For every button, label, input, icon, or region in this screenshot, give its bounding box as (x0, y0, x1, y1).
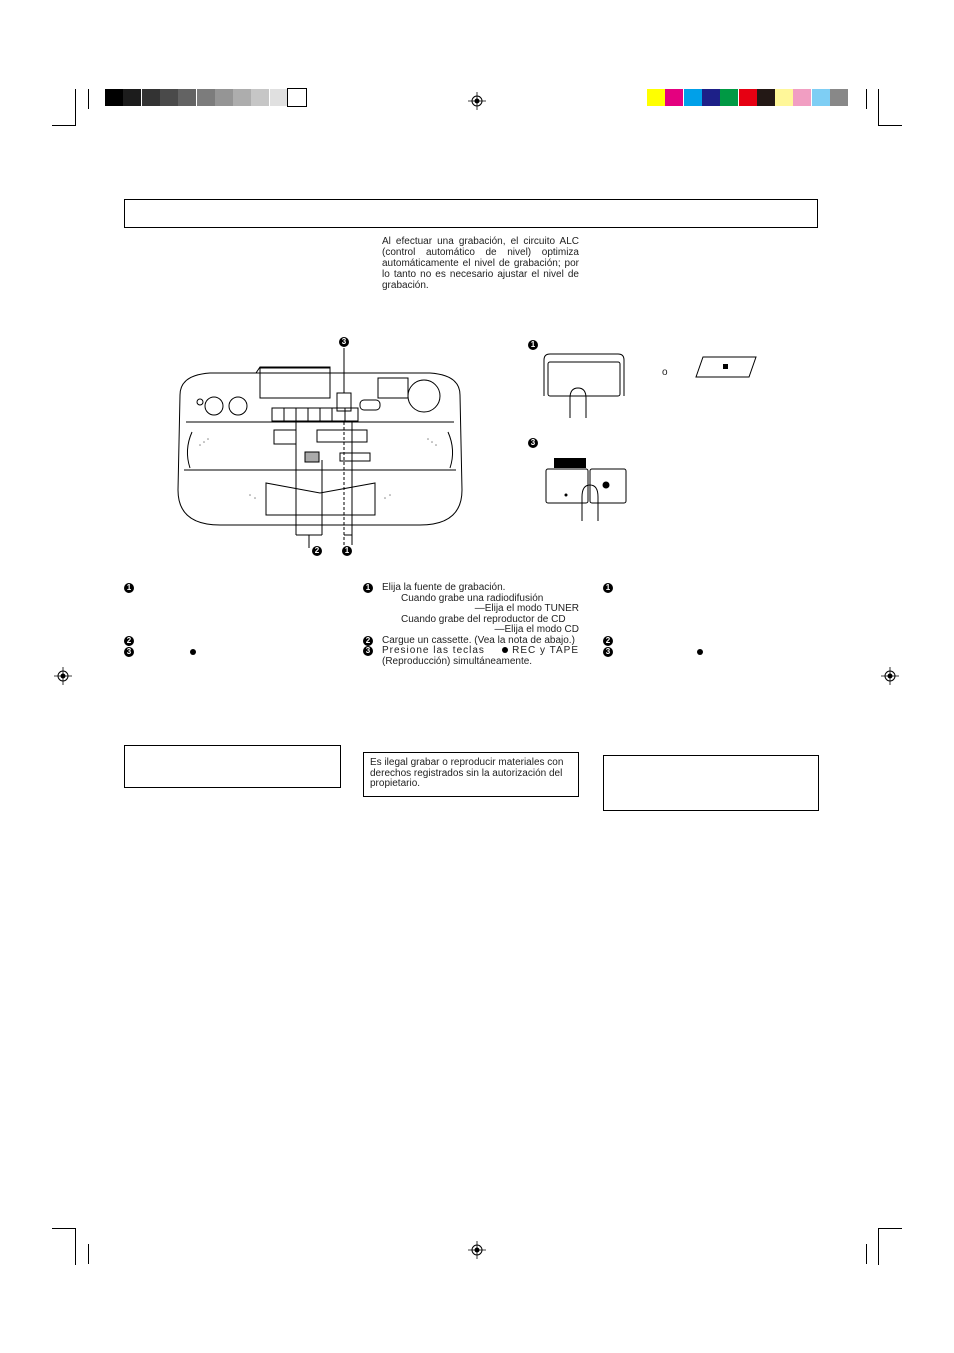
callout-2-bottom: 2 (312, 546, 322, 556)
step-1 (363, 583, 579, 636)
calibration-swatch (647, 89, 665, 106)
step-3-text-a: Presione las teclas (382, 645, 485, 656)
right-col-num-2: 2 (603, 636, 613, 646)
stop-button-icon (695, 356, 757, 378)
right-col-num-1: 1 (603, 583, 613, 593)
calibration-swatch (793, 89, 811, 106)
right-note-box (603, 755, 819, 811)
boombox-illustration (170, 330, 470, 565)
calibration-swatch (720, 89, 738, 106)
callout-1-bottom: 1 (342, 546, 352, 556)
rec-tape-buttons-illustration (544, 455, 628, 521)
left-col-num-2: 2 (124, 636, 134, 646)
calibration-swatch (812, 89, 830, 106)
calibration-swatch (142, 89, 160, 106)
registration-mark-top (468, 92, 486, 110)
step-1-cd-line: Cuando grabe del reproductor de CD (401, 613, 566, 625)
calibration-swatch (123, 89, 141, 106)
step-1-number: 1 (363, 583, 373, 593)
registration-mark-bottom (468, 1241, 486, 1259)
calibration-swatch (775, 89, 793, 106)
copyright-notice: Es ilegal grabar o reproducir materiales con derechos registrados sin la autorización del propietario. (363, 752, 579, 797)
section-header-box (124, 199, 818, 228)
calibration-swatch (178, 89, 196, 106)
calibration-swatch (830, 89, 848, 106)
calibration-swatch (160, 89, 178, 106)
step-2-text: Cargue un cassette. (Vea la nota de abajo.) (382, 634, 575, 646)
step-3-text-b: REC y TAPE (512, 645, 579, 656)
left-col-num-3: 3 (124, 647, 134, 657)
step-1-title: Elija la fuente de grabación. (382, 582, 506, 593)
source-button-illustration (540, 350, 630, 420)
calibration-swatch (702, 89, 720, 106)
step-1-tuner-line: —Elija el modo TUNER (474, 603, 579, 614)
step-3-line-1 (382, 646, 579, 657)
calibration-swatch (270, 89, 288, 106)
registration-mark-right (881, 667, 899, 685)
left-note-box (124, 745, 341, 788)
step-2-number: 2 (363, 636, 373, 646)
step-3-number: 3 (363, 646, 373, 656)
calibration-swatch (215, 89, 233, 106)
right-col-num-3: 3 (603, 647, 613, 657)
or-label: o (662, 367, 668, 378)
calibration-swatch (684, 89, 702, 106)
step-3-text-c: (Reproducción) simultáneamente. (382, 655, 533, 667)
calibration-swatch (197, 89, 215, 106)
calibration-swatch (665, 89, 683, 106)
calibration-swatch (105, 89, 123, 106)
right-col-bullet (697, 649, 703, 655)
calibration-swatch (739, 89, 757, 106)
intro-paragraph: Al efectuar una grabación, el circuito ALC (control automático de nivel) optimiza automáticamente el nivel de grabación; por lo tanto no es necesario ajustar el nivel de grabación. (382, 236, 579, 291)
step-1-cd-mode-line: —Elija el modo CD (494, 624, 579, 635)
calibration-swatch (288, 89, 306, 106)
step-3 (363, 646, 579, 667)
left-col-num-1: 1 (124, 583, 134, 593)
step-1-radio-line: Cuando grabe una radiodifusión (401, 592, 544, 604)
step3-marker: 3 (528, 438, 538, 448)
registration-mark-left (54, 667, 72, 685)
calibration-swatch (233, 89, 251, 106)
rec-bullet-icon (502, 647, 508, 653)
step1-marker: 1 (528, 340, 538, 350)
left-col-bullet (190, 649, 196, 655)
calibration-swatch (251, 89, 269, 106)
recording-steps (363, 583, 579, 667)
callout-3-top: 3 (339, 337, 349, 347)
calibration-swatch (757, 89, 775, 106)
